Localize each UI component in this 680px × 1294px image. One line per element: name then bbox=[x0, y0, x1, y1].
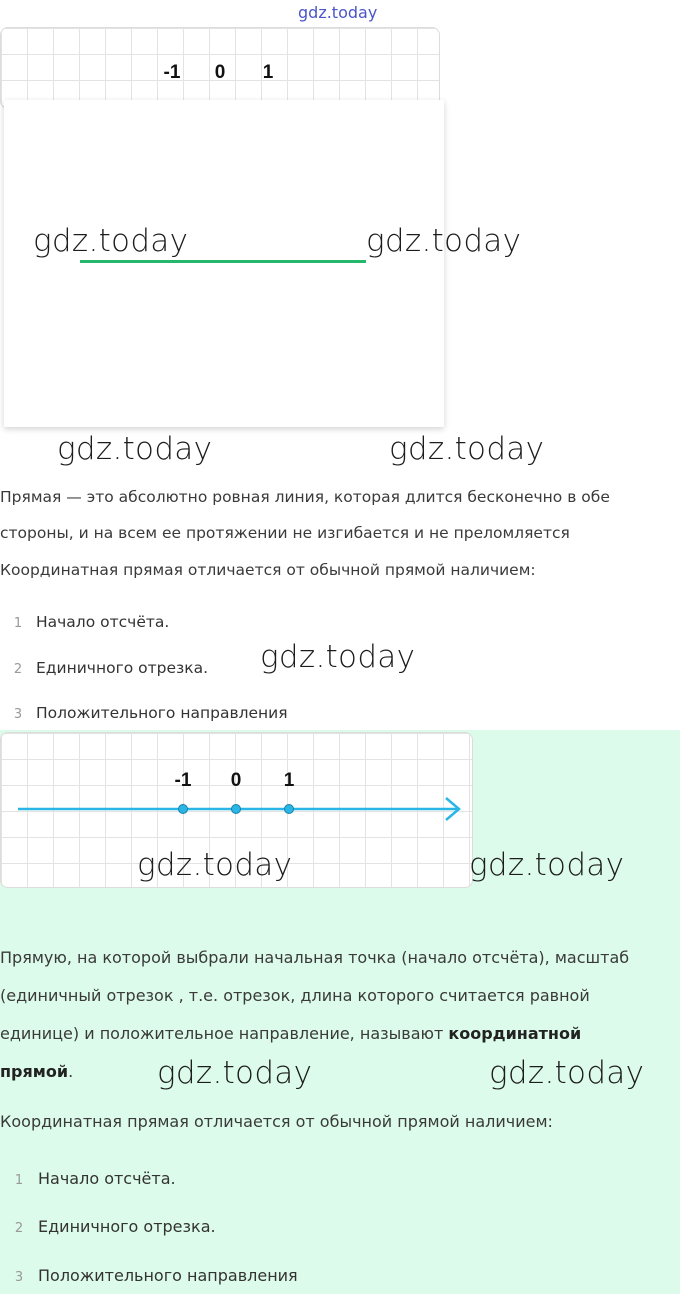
list-text: Единичного отрезка. bbox=[36, 659, 209, 677]
watermark: gdz.today bbox=[260, 639, 416, 675]
overlay-card bbox=[4, 100, 444, 427]
watermark: gdz.today bbox=[57, 431, 213, 467]
definition-line: Прямая — это абсолютно ровная линия, которая длится бесконечно в обе bbox=[0, 488, 610, 506]
axis2-tick-label: 0 bbox=[230, 770, 242, 791]
axis1-tick-label: 1 bbox=[262, 62, 274, 83]
list-text: Положительного направления bbox=[36, 704, 288, 722]
watermark-top: gdz.today bbox=[298, 3, 378, 22]
definition-line: (единичный отрезок , т.е. отрезок, длина которого считается равной bbox=[0, 986, 590, 1005]
axis1-tick-label: 0 bbox=[214, 62, 226, 83]
list-item bbox=[0, 704, 288, 722]
point-minus-one bbox=[179, 805, 188, 814]
list-text: Начало отсчёта. bbox=[38, 1169, 176, 1188]
point-one bbox=[285, 805, 294, 814]
term-bold: координатной bbox=[448, 1024, 582, 1043]
list-text: Единичного отрезка. bbox=[38, 1217, 216, 1236]
list-item bbox=[0, 1169, 176, 1188]
list-number: 1 bbox=[14, 1173, 24, 1188]
intro-line: Координатная прямая отличается от обычной прямой наличием: bbox=[0, 1112, 553, 1131]
watermark: gdz.today bbox=[366, 223, 522, 259]
list-item bbox=[0, 1217, 216, 1236]
list-number: 2 bbox=[13, 662, 23, 677]
definition-period: . bbox=[68, 1062, 74, 1081]
watermark: gdz.today bbox=[489, 1055, 645, 1091]
list-number: 3 bbox=[13, 707, 23, 722]
definition-line bbox=[0, 1053, 73, 1090]
watermark: gdz.today bbox=[137, 847, 293, 883]
axis2-tick-label: 1 bbox=[283, 770, 295, 791]
intro-line: Координатная прямая отличается от обычной прямой наличием: bbox=[0, 561, 536, 579]
list-text: Начало отсчёта. bbox=[36, 613, 170, 631]
list-item bbox=[0, 613, 169, 631]
axis2-tick-label: -1 bbox=[174, 770, 192, 791]
watermark: gdz.today bbox=[33, 223, 189, 259]
list-item bbox=[0, 1266, 298, 1285]
list-text: Положительного направления bbox=[38, 1266, 298, 1285]
point-zero bbox=[232, 805, 241, 814]
list-number: 2 bbox=[14, 1221, 24, 1236]
definition-text: единице) и положительное направление, называют bbox=[0, 1024, 449, 1043]
watermark: gdz.today bbox=[469, 847, 625, 883]
green-underline bbox=[80, 260, 366, 263]
watermark: gdz.today bbox=[157, 1055, 313, 1091]
definition-line: Прямую, на которой выбрали начальная точка (начало отсчёта), масштаб bbox=[0, 948, 630, 967]
list-number: 1 bbox=[13, 616, 23, 631]
definition-line bbox=[0, 1015, 581, 1052]
definition-line: стороны, и на всем ее протяжении не изгибается и не преломляется bbox=[0, 524, 570, 542]
term-bold: прямой bbox=[0, 1062, 69, 1081]
list-item bbox=[0, 659, 208, 677]
axis1-tick-label: -1 bbox=[163, 62, 181, 83]
watermark: gdz.today bbox=[389, 431, 545, 467]
list-number: 3 bbox=[14, 1270, 24, 1285]
